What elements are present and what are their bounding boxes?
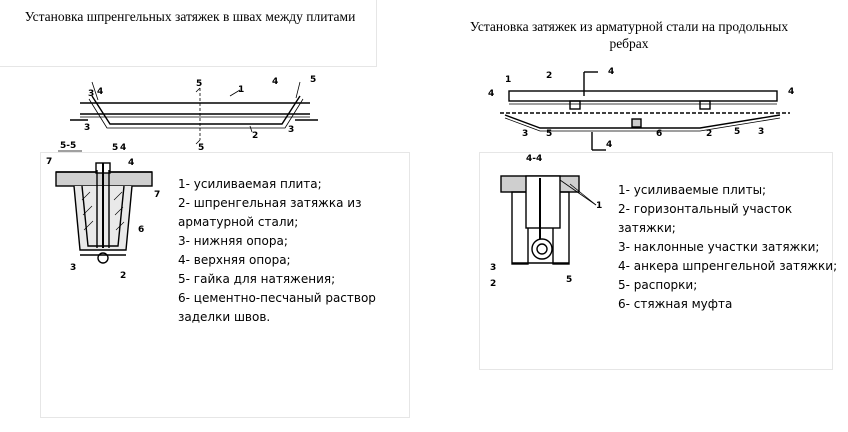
svg-text:4: 4 <box>97 87 104 97</box>
right-section-label: 4-4 <box>526 154 543 164</box>
left-section-drawing <box>56 141 152 263</box>
left-legend: 1- усиливаемая плита; 2- шпренгельная затяжка из арматурной стали; 3- нижняя опора; 4- верхняя опора; 5- гайка для натяжения; 6- цементно-песчаный раствор заделки швов. <box>178 177 376 324</box>
svg-text:7: 7 <box>46 157 53 167</box>
right-elevation-drawing <box>500 72 790 150</box>
svg-text:3: 3 <box>88 89 95 99</box>
svg-text:5: 5 <box>566 275 573 285</box>
svg-text:5: 5 <box>546 129 553 139</box>
left-section-label: 5-5 <box>60 141 77 151</box>
left-title: Установка шпренгельных затяжек в швах между плитами <box>24 9 356 24</box>
svg-text:5: 5 <box>112 143 119 153</box>
svg-text:2: 2 <box>706 129 713 139</box>
svg-text:4: 4 <box>608 67 615 77</box>
svg-text:4: 4 <box>128 158 135 168</box>
svg-text:2: 2 <box>490 279 497 289</box>
left-elevation-drawing <box>70 82 318 144</box>
svg-text:4: 4 <box>488 89 495 99</box>
svg-text:5: 5 <box>734 127 741 137</box>
right-section-drawing <box>501 154 596 264</box>
svg-text:2: 2 <box>252 131 259 141</box>
svg-text:5: 5 <box>196 79 203 89</box>
svg-text:4: 4 <box>272 77 279 87</box>
right-title: Установка затяжек из арматурной стали на продольных ребрах <box>469 19 789 51</box>
svg-text:3: 3 <box>70 263 77 273</box>
svg-text:3: 3 <box>288 125 295 135</box>
svg-text:7: 7 <box>154 190 161 200</box>
svg-text:2: 2 <box>546 71 553 81</box>
svg-text:3: 3 <box>758 127 765 137</box>
svg-text:1: 1 <box>596 201 603 211</box>
svg-text:6: 6 <box>656 129 663 139</box>
svg-text:5: 5 <box>310 75 317 85</box>
svg-text:5: 5 <box>198 143 205 153</box>
svg-text:3: 3 <box>84 123 91 133</box>
svg-text:2: 2 <box>120 271 127 281</box>
svg-text:4: 4 <box>606 140 613 150</box>
svg-text:1: 1 <box>238 85 245 95</box>
svg-text:4: 4 <box>788 87 795 97</box>
right-legend: 1- усиливаемые плиты; 2- горизонтальный участок затяжки; 3- наклонные участки затяжки; 4- анкера шпренгельной затяжки; 5- распорки; 6- стяжная муфта <box>618 183 838 311</box>
svg-text:1: 1 <box>505 75 512 85</box>
svg-text:3: 3 <box>522 129 529 139</box>
svg-text:3: 3 <box>490 263 497 273</box>
svg-text:4: 4 <box>120 143 127 153</box>
svg-text:6: 6 <box>138 225 145 235</box>
